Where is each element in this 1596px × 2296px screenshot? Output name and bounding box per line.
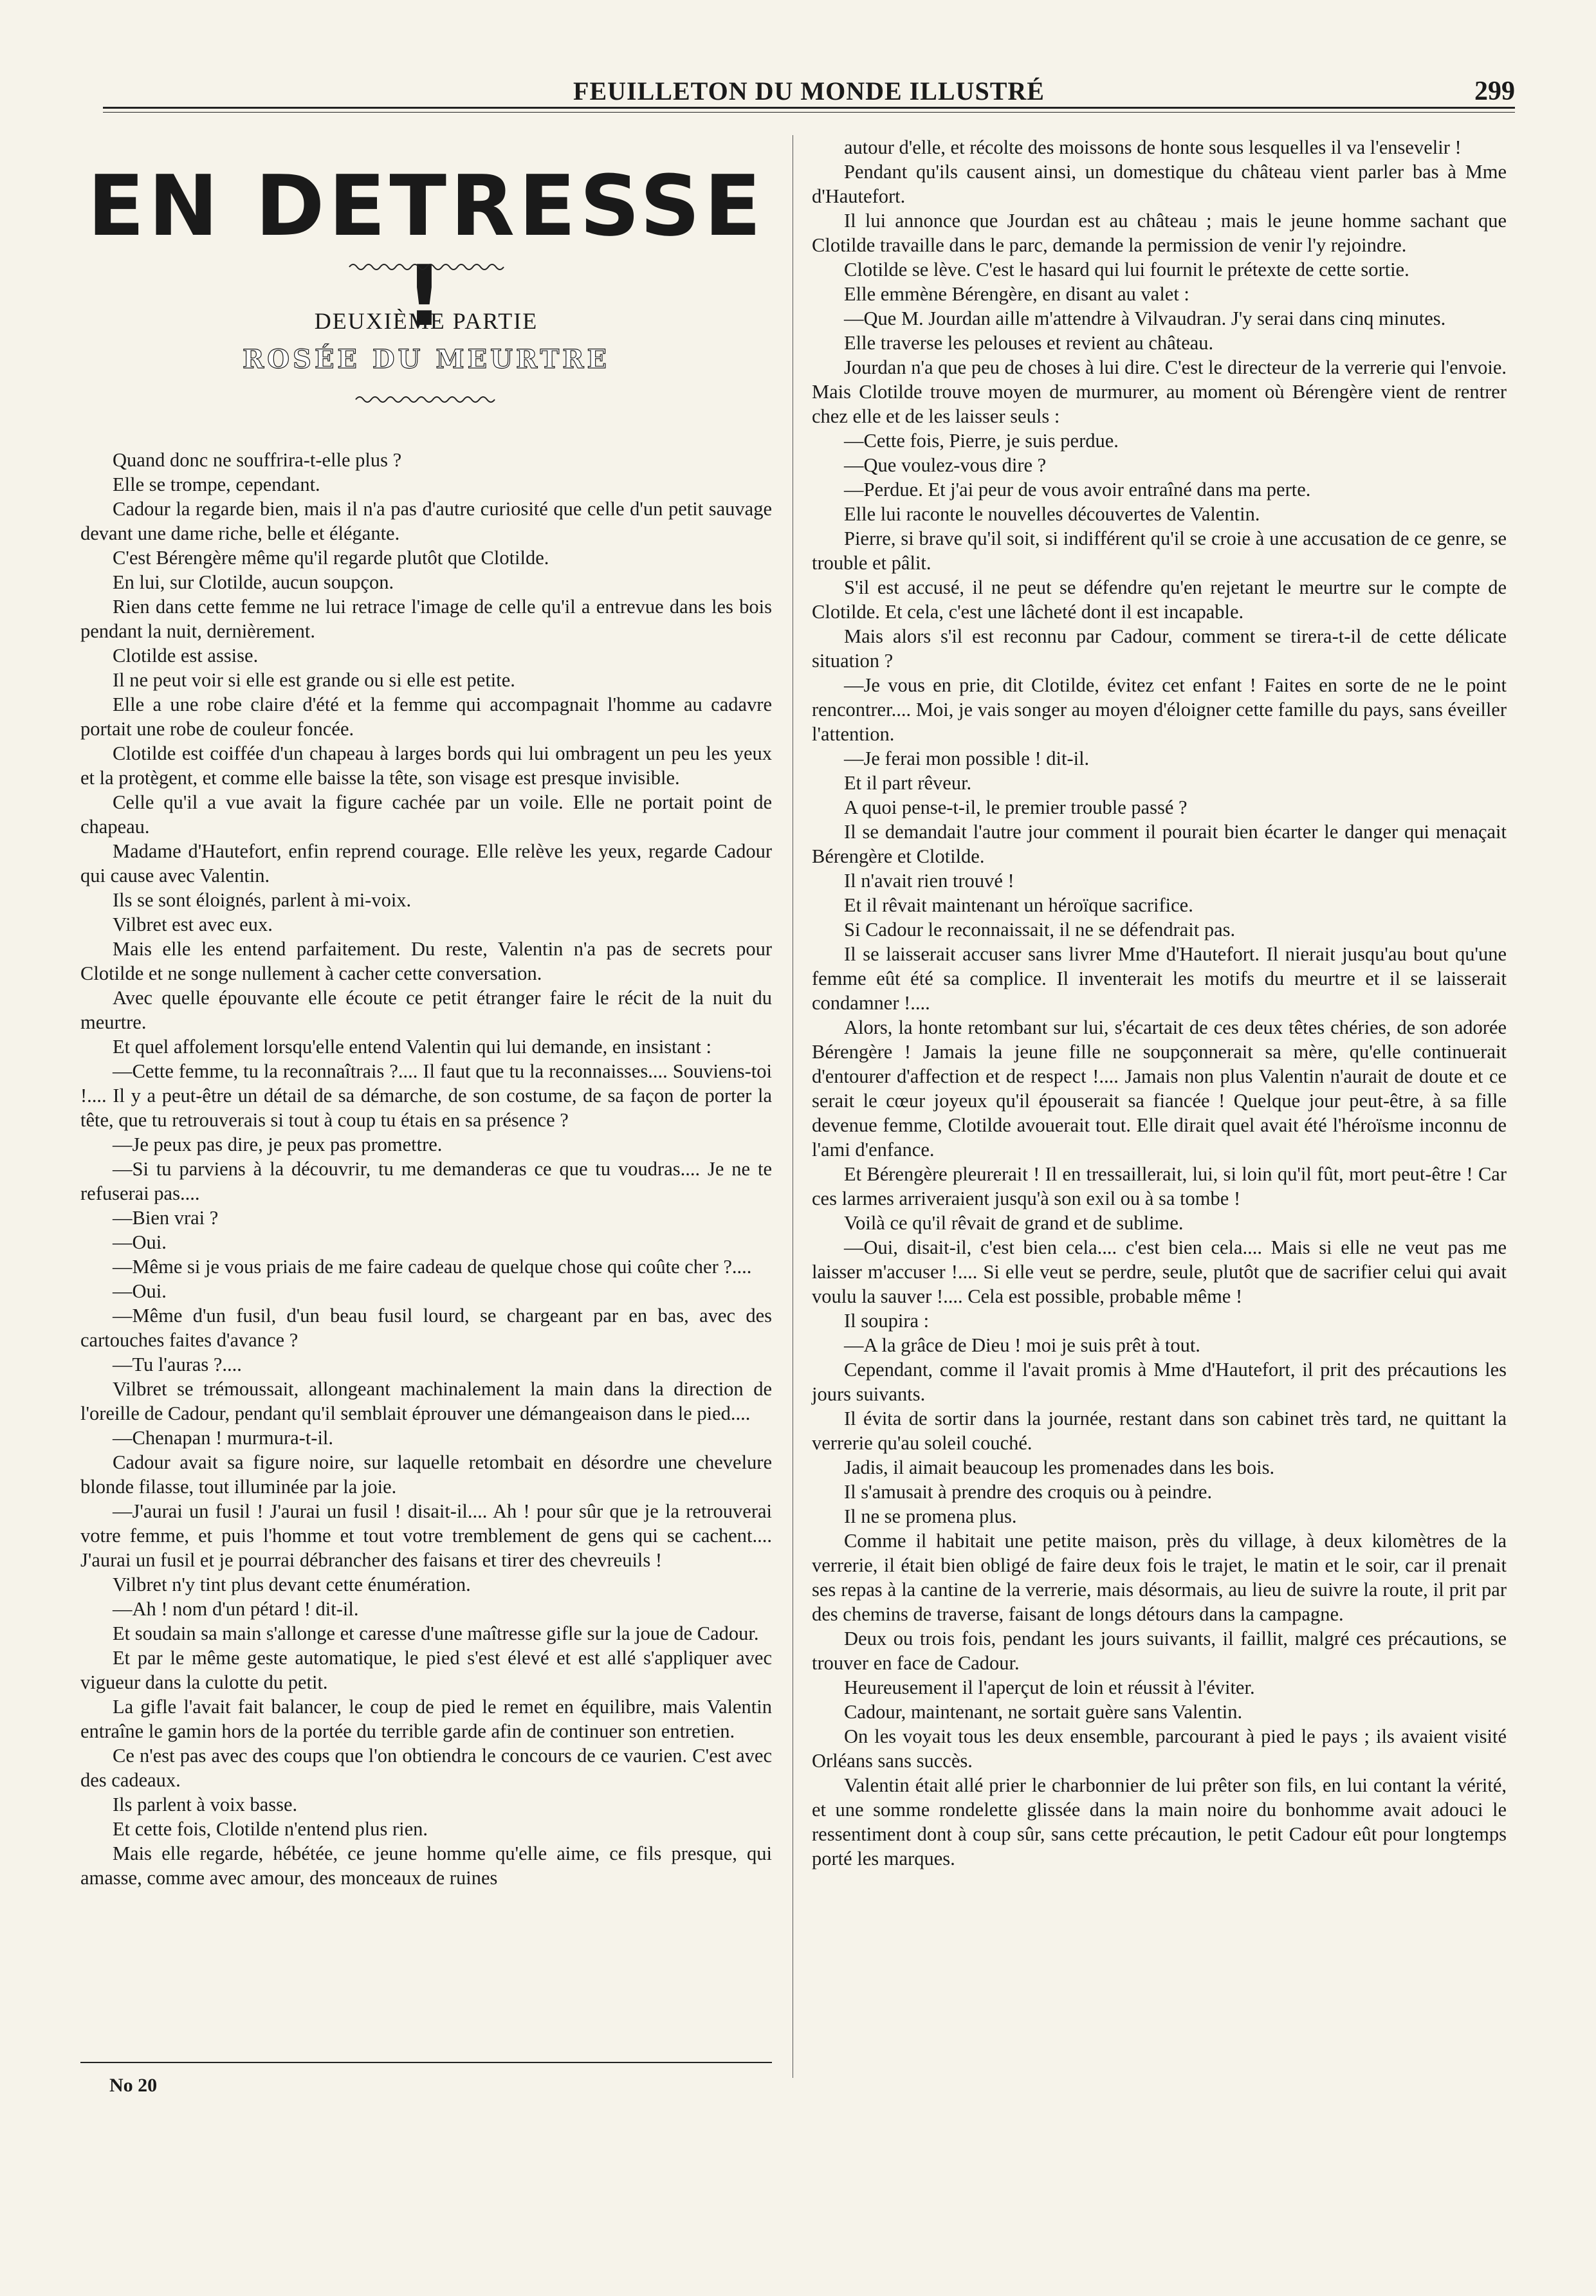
paragraph: —Oui, disait-il, c'est bien cela.... c'est bien cela.... Mais si elle ne veut pas me laisser m'accuser !.... Si elle veut se perdre, seule, plutôt que de sacrifier celui qui avait voulu la sauver !.... Cela est possible, probable même ! — [812, 1236, 1507, 1307]
paragraph: —Bien vrai ? — [113, 1207, 219, 1229]
paragraph: Mais alors s'il est reconnu par Cadour, comment se tirera-t-il de cette délicate situation ? — [812, 625, 1507, 672]
running-header — [103, 76, 1515, 109]
paragraph: —Je ferai mon possible ! dit-il. — [844, 748, 1090, 769]
paragraph: —Si tu parviens à la découvrir, tu me demanderas ce que tu voudras.... Je ne te refuserai pas.... — [80, 1158, 772, 1204]
paragraph: Et par le même geste automatique, le pied s'est élevé et est allé s'appliquer avec vigueur dans la culotte du petit. — [80, 1647, 772, 1693]
paragraph: —Ah ! nom d'un pétard ! dit-il. — [113, 1598, 359, 1620]
paragraph: Et il rêvait maintenant un héroïque sacrifice. — [844, 894, 1193, 916]
paragraph: Il n'avait rien trouvé ! — [844, 870, 1014, 892]
wavy-ornament-icon — [349, 390, 504, 409]
paragraph: Et Bérengère pleurerait ! Il en tressaillerait, lui, si loin qu'il fût, mort peut-être ! Car ces larmes arriveraient jusqu'à son exil ou à sa tombe ! — [812, 1163, 1507, 1209]
paragraph: Elle emmène Bérengère, en disant au valet : — [844, 283, 1189, 305]
chapter-subtitle: ROSÉE DU MEURTRE — [242, 344, 610, 374]
paragraph: Jadis, il aimait beaucoup les promenades dans les bois. — [844, 1456, 1275, 1478]
paragraph: Clotilde se lève. C'est le hasard qui lui fournit le prétexte de cette sortie. — [844, 259, 1409, 280]
paragraph: —Que M. Jourdan aille m'attendre à Vilvaudran. J'y serai dans cinq minutes. — [844, 308, 1446, 329]
paragraph: Elle lui raconte le nouvelles découvertes de Valentin. — [844, 503, 1260, 525]
paragraph: Avec quelle épouvante elle écoute ce petit étranger faire le récit de la nuit du meurtre. — [80, 987, 772, 1033]
paragraph: Il s'amusait à prendre des croquis ou à peindre. — [844, 1481, 1213, 1503]
paragraph: Il soupira : — [844, 1310, 930, 1332]
paragraph: Et quel affolement lorsqu'elle entend Valentin qui lui demande, en insistant : — [113, 1036, 712, 1058]
issue-number: No 20 — [109, 2075, 158, 2096]
paragraph: —Perdue. Et j'ai peur de vous avoir entraîné dans ma perte. — [844, 479, 1311, 501]
paragraph: Elle se trompe, cependant. — [113, 473, 320, 495]
paragraph: Et cette fois, Clotilde n'entend plus rien. — [113, 1818, 428, 1840]
paragraph: Vilbret se trémoussait, allongeant machinalement la main dans la direction de l'oreille de Cadour, pendant qu'il semblait éprouver une démangeaison dans le pied.... — [80, 1378, 772, 1424]
paragraph: Il ne se promena plus. — [844, 1505, 1017, 1527]
paragraph: —Tu l'auras ?.... — [113, 1354, 242, 1375]
paragraph: Et soudain sa main s'allonge et caresse d'une maîtresse gifle sur la joue de Cadour. — [113, 1622, 759, 1644]
paragraph: On les voyait tous les deux ensemble, parcourant à pied le pays ; ils avaient visité Orléans sans succès. — [812, 1725, 1507, 1772]
paragraph: Cadour la regarde bien, mais il n'a pas d'autre curiosité que celle d'un petit sauvage devant une dame riche, belle et élégante. — [80, 498, 772, 544]
paragraph: —J'aurai un fusil ! J'aurai un fusil ! disait-il.... Ah ! pour sûr que je la retrouverai votre femme, et puis l'homme et tout votre tremblement de gens qui se cachent.... J'aurai un fusil et je pourrai débrancher des faisans et tirer des chevreuils ! — [80, 1500, 772, 1571]
paragraph: Pendant qu'ils causent ainsi, un domestique du château vient parler bas à Mme d'Hautefort. — [812, 161, 1507, 207]
wavy-ornament-icon — [343, 257, 510, 277]
left-column — [80, 135, 772, 1890]
paragraph: —Même si je vous priais de me faire cadeau de quelque chose qui coûte cher ?.... — [113, 1256, 752, 1278]
header-rule-thin — [103, 112, 1515, 113]
paragraph: Il évita de sortir dans la journée, restant dans son cabinet très tard, ne quittant la verrerie qu'au soleil couché. — [812, 1408, 1507, 1454]
paragraph: Elle traverse les pelouses et revient au château. — [844, 332, 1214, 354]
paragraph: S'il est accusé, il ne peut se défendre qu'en rejetant le meurtre sur le compte de Clotilde. Et cela, c'est une lâcheté dont il est incapable. — [812, 576, 1507, 623]
paragraph: Cadour avait sa figure noire, sur laquelle retombait en désordre une chevelure blonde filasse, tout illuminée par la joie. — [80, 1451, 772, 1498]
paragraph: Comme il habitait une petite maison, près du village, à deux kilomètres de la verrerie, il était bien obligé de faire deux fois le trajet, le matin et le soir, car il prenait ses repas à la cantine de la verrerie, mais désormais, au lieu de suivre la route, il prit par des chemins de traverse, faisant de longs détours dans la campagne. — [812, 1530, 1507, 1625]
paragraph: Ils parlent à voix basse. — [113, 1794, 298, 1815]
page-number: 299 — [1474, 77, 1515, 106]
paragraph: Ils se sont éloignés, parlent à mi-voix. — [113, 889, 412, 911]
paragraph: A quoi pense-t-il, le premier trouble passé ? — [844, 796, 1188, 818]
paragraph: Rien dans cette femme ne lui retrace l'image de celle qu'il a entrevue dans les bois pendant la nuit, dernièrement. — [80, 596, 772, 642]
paragraph: La gifle l'avait fait balancer, le coup de pied le remet en équilibre, mais Valentin entraîne le gamin hors de la portée du terrible garde afin de continuer son entretien. — [80, 1696, 772, 1742]
paragraph: Mais elle les entend parfaitement. Du reste, Valentin n'a pas de secrets pour Clotilde et ne songe nullement à cacher cette conversation. — [80, 938, 772, 984]
paragraph: Il lui annonce que Jourdan est au château ; mais le jeune homme sachant que Clotilde travaille dans le parc, demande la permission de venir l'y rejoindre. — [812, 210, 1507, 256]
paragraph: Heureusement il l'aperçut de loin et réussit à l'éviter. — [844, 1676, 1255, 1698]
paragraph: —Cette femme, tu la reconnaîtrais ?.... Il faut que tu la reconnaisses.... Souviens-toi !.... Il y a peut-être un détail de sa démarche, de son costume, de sa façon de porter la tête, que tu retrouverais si tout à coup tu étais en sa présence ? — [80, 1060, 772, 1131]
paragraph: Deux ou trois fois, pendant les jours suivants, il faillit, malgré ces précautions, se trouver en face de Cadour. — [812, 1628, 1507, 1674]
right-column — [812, 135, 1507, 1871]
paragraph: Mais elle regarde, hébétée, ce jeune homme qu'elle aime, ce fils presque, qui amasse, comme avec amour, des monceaux de ruines — [80, 1842, 772, 1889]
paragraph: Pierre, si brave qu'il soit, si indifférent qu'il se croie à une accusation de ce genre, se trouble et pâlit. — [812, 528, 1507, 574]
paragraph: —Même d'un fusil, d'un beau fusil lourd, se chargeant par en bas, avec des cartouches faites d'avance ? — [80, 1305, 772, 1351]
paragraph: —Que voulez-vous dire ? — [844, 454, 1047, 476]
paragraph: Quand donc ne souffrira-t-elle plus ? — [113, 449, 402, 471]
paragraph: Et il part rêveur. — [844, 772, 972, 794]
paragraph: Voilà ce qu'il rêvait de grand et de sublime. — [844, 1212, 1184, 1234]
paragraph: Si Cadour le reconnaissait, il ne se défendrait pas. — [844, 919, 1236, 941]
footer-rule — [80, 2062, 772, 2063]
right-column-body — [812, 135, 1507, 1871]
paragraph: —Oui. — [113, 1231, 167, 1253]
article-title: EN DETRESSE ! — [87, 157, 766, 345]
paragraph: C'est Bérengère même qu'il regarde plutôt que Clotilde. — [113, 547, 549, 569]
paragraph: —Je peux pas dire, je peux pas promettre. — [113, 1134, 443, 1155]
paragraph: Clotilde est coiffée d'un chapeau à larges bords qui lui ombragent un peu les yeux et la protègent, et comme elle baisse la tête, son visage est presque invisible. — [80, 742, 772, 789]
left-column-body — [80, 448, 772, 1890]
paragraph: En lui, sur Clotilde, aucun soupçon. — [113, 571, 394, 593]
paragraph: Cependant, comme il l'avait promis à Mme d'Hautefort, il prit des précautions les jours suivants. — [812, 1359, 1507, 1405]
part-label: DEUXIÈME PARTIE — [314, 308, 538, 334]
paragraph: Clotilde est assise. — [113, 645, 259, 666]
paragraph: Valentin était allé prier le charbonnier de lui prêter son fils, en lui contant la vérité, et une somme rondelette glissée dans la main noire du bonhomme avait adouci le ressentiment dont à coup sûr, sans cette précaution, le petit Cadour eût pour longtemps porté les marques. — [812, 1774, 1507, 1869]
running-title: FEUILLETON DU MONDE ILLUSTRÉ — [573, 77, 1045, 106]
paragraph: Il se laisserait accuser sans livrer Mme d'Hautefort. Il nierait jusqu'au bout qu'une femme eût été sa complice. Il inventerait les motifs du meurtre et il se laisserait condamner !.... — [812, 943, 1507, 1014]
paragraph: Vilbret n'y tint plus devant cette énumération. — [113, 1574, 471, 1595]
paragraph: Jourdan n'a que peu de choses à lui dire. C'est le directeur de la verrerie qui l'envoie. Mais Clotilde trouve moyen de murmurer, au moment où Bérengère vient de rentrer chez elle et de les laisser seuls : — [812, 356, 1507, 427]
paragraph: autour d'elle, et récolte des moissons de honte sous lesquelles il va l'ensevelir ! — [844, 136, 1462, 158]
paragraph: Madame d'Hautefort, enfin reprend courage. Elle relève les yeux, regarde Cadour qui cause avec Valentin. — [80, 840, 772, 886]
paragraph: Ce n'est pas avec des coups que l'on obtiendra le concours de ce vaurien. C'est avec des cadeaux. — [80, 1745, 772, 1791]
header-rule — [103, 107, 1515, 109]
paragraph: Alors, la honte retombant sur lui, s'écartait de ces deux têtes chéries, de son adorée Bérengère ! Jamais la jeune fille ne soupçonnerait sa mère, qu'elle continuerait d'entourer d'affection et de respect !.... Jamais non plus Valentin n'aurait de doute et ce serait le cœur joyeux qu'il épouserait sa fiancée ! Quelque jour peut-être, à sa fille devenue femme, Clotilde avouerait tout. Elle dirait quel avait été l'héroïsme inconnu de l'ami d'enfance. — [812, 1016, 1507, 1161]
paragraph: —Oui. — [113, 1280, 167, 1302]
paragraph: —A la grâce de Dieu ! moi je suis prêt à tout. — [844, 1334, 1200, 1356]
paragraph: —Cette fois, Pierre, je suis perdue. — [844, 430, 1119, 452]
paragraph: Elle a une robe claire d'été et la femme qui accompagnait l'homme au cadavre portait une robe de couleur foncée. — [80, 693, 772, 740]
paragraph: —Je vous en prie, dit Clotilde, évitez cet enfant ! Faites en sorte de ne le point rencontrer.... Moi, je vais songer au moyen d'éloigner cette famille du pays, sans éveiller l'attention. — [812, 674, 1507, 745]
paragraph: Il ne peut voir si elle est grande ou si elle est petite. — [113, 669, 515, 691]
paragraph: —Chenapan ! murmura-t-il. — [113, 1427, 334, 1449]
paragraph: Il se demandait l'autre jour comment il pourait bien écarter le danger qui menaçait Bérengère et Clotilde. — [812, 821, 1507, 867]
subtitle-ornament — [80, 390, 772, 448]
paragraph: Vilbret est avec eux. — [113, 914, 273, 935]
paragraph: Celle qu'il a vue avait la figure cachée par un voile. Elle ne portait point de chapeau. — [80, 791, 772, 838]
paragraph: Cadour, maintenant, ne sortait guère sans Valentin. — [844, 1701, 1243, 1723]
